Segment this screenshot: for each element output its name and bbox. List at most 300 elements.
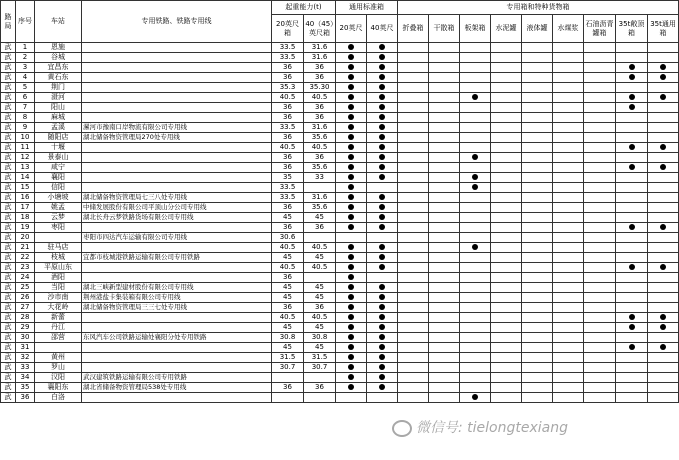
cap40-cell: 30.7 bbox=[304, 363, 336, 373]
special-cell bbox=[553, 73, 584, 83]
special-cell bbox=[491, 163, 522, 173]
special-cell bbox=[584, 233, 616, 243]
line-cell bbox=[82, 223, 272, 233]
dot-icon bbox=[348, 104, 354, 110]
line-cell: 枣阳市四达汽车运输有限公司专用线 bbox=[82, 233, 272, 243]
special-cell bbox=[522, 283, 553, 293]
special-cell bbox=[648, 183, 679, 193]
seq-cell: 2 bbox=[16, 53, 35, 63]
cap20-cell: 35.3 bbox=[272, 83, 304, 93]
std20-cell bbox=[336, 343, 367, 353]
std40-cell bbox=[367, 63, 398, 73]
seq-cell: 19 bbox=[16, 223, 35, 233]
special-cell bbox=[616, 243, 648, 253]
dot-icon bbox=[379, 214, 385, 220]
special-cell bbox=[522, 383, 553, 393]
station-cell: 姚孟 bbox=[35, 203, 82, 213]
special-cell bbox=[648, 203, 679, 213]
seq-cell: 35 bbox=[16, 383, 35, 393]
cap20-cell: 33.5 bbox=[272, 53, 304, 63]
special-cell bbox=[460, 113, 491, 123]
special-cell bbox=[398, 183, 429, 193]
dot-icon bbox=[660, 74, 666, 80]
special-cell bbox=[553, 163, 584, 173]
dot-icon bbox=[348, 254, 354, 260]
cap40-cell: 36 bbox=[304, 63, 336, 73]
special-cell bbox=[553, 63, 584, 73]
cap40-cell bbox=[304, 183, 336, 193]
special-cell bbox=[553, 183, 584, 193]
header-cement: 水泥罐 bbox=[491, 15, 522, 43]
special-cell bbox=[460, 103, 491, 113]
std20-cell bbox=[336, 173, 367, 183]
cap40-cell: 36 bbox=[304, 113, 336, 123]
special-cell bbox=[648, 233, 679, 243]
special-cell bbox=[522, 363, 553, 373]
station-cell: 罗山 bbox=[35, 363, 82, 373]
special-cell bbox=[491, 53, 522, 63]
std40-cell bbox=[367, 333, 398, 343]
special-cell bbox=[553, 373, 584, 383]
cap40-cell: 31.6 bbox=[304, 43, 336, 53]
station-cell bbox=[35, 233, 82, 243]
std20-cell bbox=[336, 53, 367, 63]
std20-cell bbox=[336, 63, 367, 73]
special-cell bbox=[429, 233, 460, 243]
special-cell bbox=[491, 393, 522, 403]
special-cell bbox=[491, 83, 522, 93]
special-cell bbox=[460, 53, 491, 63]
std20-cell bbox=[336, 233, 367, 243]
std40-cell bbox=[367, 213, 398, 223]
header-cap20: 20英尺箱 bbox=[272, 15, 304, 43]
dot-icon bbox=[348, 174, 354, 180]
seq-cell: 29 bbox=[16, 323, 35, 333]
special-cell bbox=[616, 283, 648, 293]
special-cell bbox=[584, 313, 616, 323]
special-cell bbox=[584, 173, 616, 183]
dot-icon bbox=[348, 154, 354, 160]
special-cell bbox=[648, 293, 679, 303]
special-cell bbox=[460, 213, 491, 223]
header-open35: 35t敞顶箱 bbox=[616, 15, 648, 43]
special-cell bbox=[491, 213, 522, 223]
special-cell bbox=[491, 353, 522, 363]
table-row bbox=[1, 313, 679, 323]
dot-icon bbox=[629, 314, 635, 320]
dot-icon bbox=[379, 314, 385, 320]
line-cell bbox=[82, 153, 272, 163]
cap40-cell: 40.5 bbox=[304, 313, 336, 323]
special-cell bbox=[648, 243, 679, 253]
special-cell bbox=[491, 133, 522, 143]
dot-icon bbox=[472, 174, 478, 180]
special-cell bbox=[584, 293, 616, 303]
seq-cell: 31 bbox=[16, 343, 35, 353]
special-cell bbox=[522, 293, 553, 303]
line-cell bbox=[82, 173, 272, 183]
line-cell: 湖北三峡新型建材股份有限公司专用线 bbox=[82, 283, 272, 293]
special-cell bbox=[491, 183, 522, 193]
bureau-cell: 武 bbox=[1, 323, 16, 333]
special-cell bbox=[491, 333, 522, 343]
special-cell bbox=[491, 363, 522, 373]
dot-icon bbox=[348, 84, 354, 90]
special-cell bbox=[616, 273, 648, 283]
special-cell bbox=[616, 203, 648, 213]
special-cell bbox=[491, 373, 522, 383]
cap20-cell: 36 bbox=[272, 133, 304, 143]
special-cell bbox=[398, 203, 429, 213]
bureau-cell: 武 bbox=[1, 143, 16, 153]
seq-cell: 8 bbox=[16, 113, 35, 123]
std20-cell bbox=[336, 283, 367, 293]
std20-cell bbox=[336, 273, 367, 283]
special-cell bbox=[616, 113, 648, 123]
dot-icon bbox=[379, 324, 385, 330]
special-cell bbox=[616, 323, 648, 333]
dot-icon bbox=[472, 154, 478, 160]
std40-cell bbox=[367, 143, 398, 153]
dot-icon bbox=[379, 244, 385, 250]
dot-icon bbox=[660, 264, 666, 270]
cap40-cell bbox=[304, 393, 336, 403]
dot-icon bbox=[379, 124, 385, 130]
special-cell bbox=[616, 253, 648, 263]
seq-cell: 9 bbox=[16, 123, 35, 133]
bureau-cell: 武 bbox=[1, 83, 16, 93]
line-cell bbox=[82, 93, 272, 103]
special-cell bbox=[491, 283, 522, 293]
special-cell bbox=[616, 373, 648, 383]
special-cell bbox=[648, 303, 679, 313]
special-cell bbox=[553, 333, 584, 343]
header-gen35: 35t通用箱 bbox=[648, 15, 679, 43]
table-row bbox=[1, 253, 679, 263]
dot-icon bbox=[379, 164, 385, 170]
dot-icon bbox=[660, 344, 666, 350]
special-cell bbox=[398, 393, 429, 403]
std40-cell bbox=[367, 353, 398, 363]
special-cell bbox=[429, 103, 460, 113]
station-cell: 邵营 bbox=[35, 333, 82, 343]
table-row bbox=[1, 183, 679, 193]
special-cell bbox=[398, 73, 429, 83]
seq-cell: 18 bbox=[16, 213, 35, 223]
bureau-cell: 武 bbox=[1, 183, 16, 193]
special-cell bbox=[648, 223, 679, 233]
line-cell bbox=[82, 353, 272, 363]
special-cell bbox=[522, 63, 553, 73]
header-special-box: 专用箱和特种货物箱 bbox=[398, 1, 679, 15]
cap20-cell: 36 bbox=[272, 303, 304, 313]
station-cell: 白洛 bbox=[35, 393, 82, 403]
cap40-cell: 33 bbox=[304, 173, 336, 183]
table-row bbox=[1, 373, 679, 383]
special-cell bbox=[553, 253, 584, 263]
special-cell bbox=[616, 393, 648, 403]
special-cell bbox=[648, 173, 679, 183]
cap20-cell: 45 bbox=[272, 343, 304, 353]
dot-icon bbox=[379, 154, 385, 160]
special-cell bbox=[648, 253, 679, 263]
dot-icon bbox=[348, 194, 354, 200]
line-cell bbox=[82, 273, 272, 283]
special-cell bbox=[491, 323, 522, 333]
dot-icon bbox=[348, 204, 354, 210]
station-cell: 酒阳 bbox=[35, 273, 82, 283]
std40-cell bbox=[367, 83, 398, 93]
special-cell bbox=[460, 373, 491, 383]
dot-icon bbox=[629, 94, 635, 100]
cap40-cell: 45 bbox=[304, 343, 336, 353]
special-cell bbox=[460, 303, 491, 313]
dot-icon bbox=[348, 324, 354, 330]
special-cell bbox=[553, 313, 584, 323]
cap20-cell: 30.6 bbox=[272, 233, 304, 243]
cap40-cell: 40.5 bbox=[304, 243, 336, 253]
special-cell bbox=[460, 343, 491, 353]
std40-cell bbox=[367, 283, 398, 293]
special-cell bbox=[491, 263, 522, 273]
dot-icon bbox=[379, 64, 385, 70]
dot-icon bbox=[379, 374, 385, 380]
special-cell bbox=[460, 83, 491, 93]
cap20-cell: 45 bbox=[272, 253, 304, 263]
bureau-cell: 武 bbox=[1, 353, 16, 363]
dot-icon bbox=[379, 134, 385, 140]
std40-cell bbox=[367, 173, 398, 183]
special-cell bbox=[648, 143, 679, 153]
std40-cell bbox=[367, 393, 398, 403]
special-cell bbox=[522, 253, 553, 263]
std20-cell bbox=[336, 103, 367, 113]
line-cell: 荆州港盐卡集装箱有限公司专用线 bbox=[82, 293, 272, 303]
special-cell bbox=[616, 263, 648, 273]
special-cell bbox=[491, 343, 522, 353]
special-cell bbox=[616, 363, 648, 373]
special-cell bbox=[398, 313, 429, 323]
special-cell bbox=[584, 163, 616, 173]
line-cell: 漯河市豫南口岸物流有限公司专用线 bbox=[82, 123, 272, 133]
special-cell bbox=[429, 373, 460, 383]
special-cell bbox=[616, 103, 648, 113]
table-row bbox=[1, 83, 679, 93]
std20-cell bbox=[336, 93, 367, 103]
special-cell bbox=[398, 43, 429, 53]
special-cell bbox=[491, 203, 522, 213]
station-cell: 谷城 bbox=[35, 53, 82, 63]
special-cell bbox=[522, 243, 553, 253]
special-cell bbox=[429, 113, 460, 123]
seq-cell: 36 bbox=[16, 393, 35, 403]
special-cell bbox=[584, 213, 616, 223]
special-cell bbox=[616, 173, 648, 183]
special-cell bbox=[522, 183, 553, 193]
cap20-cell: 36 bbox=[272, 103, 304, 113]
special-cell bbox=[460, 283, 491, 293]
std40-cell bbox=[367, 383, 398, 393]
cap40-cell: 31.6 bbox=[304, 53, 336, 63]
station-cell: 云梦 bbox=[35, 213, 82, 223]
bureau-cell: 武 bbox=[1, 293, 16, 303]
std20-cell bbox=[336, 163, 367, 173]
table-row bbox=[1, 163, 679, 173]
line-cell bbox=[82, 143, 272, 153]
std20-cell bbox=[336, 143, 367, 153]
special-cell bbox=[616, 343, 648, 353]
dot-icon bbox=[660, 144, 666, 150]
special-cell bbox=[616, 213, 648, 223]
special-cell bbox=[584, 73, 616, 83]
special-cell bbox=[429, 203, 460, 213]
station-cell: 十堰 bbox=[35, 143, 82, 153]
std40-cell bbox=[367, 123, 398, 133]
dot-icon bbox=[472, 94, 478, 100]
special-cell bbox=[491, 173, 522, 183]
dot-icon bbox=[348, 134, 354, 140]
station-cell: 黄石东 bbox=[35, 73, 82, 83]
cap40-cell: 36 bbox=[304, 223, 336, 233]
special-cell bbox=[584, 243, 616, 253]
special-cell bbox=[648, 353, 679, 363]
special-cell bbox=[460, 63, 491, 73]
dot-icon bbox=[348, 244, 354, 250]
special-cell bbox=[522, 83, 553, 93]
special-cell bbox=[584, 203, 616, 213]
station-cell: 驻马店 bbox=[35, 243, 82, 253]
special-cell bbox=[398, 293, 429, 303]
dot-icon bbox=[348, 294, 354, 300]
special-cell bbox=[616, 303, 648, 313]
cap40-cell: 36 bbox=[304, 103, 336, 113]
special-cell bbox=[429, 243, 460, 253]
special-cell bbox=[584, 133, 616, 143]
special-cell bbox=[584, 363, 616, 373]
std40-cell bbox=[367, 263, 398, 273]
station-cell: 当阳 bbox=[35, 283, 82, 293]
bureau-cell: 武 bbox=[1, 133, 16, 143]
seq-cell: 33 bbox=[16, 363, 35, 373]
special-cell bbox=[584, 113, 616, 123]
bureau-cell: 武 bbox=[1, 103, 16, 113]
special-cell bbox=[491, 143, 522, 153]
cap40-cell: 40.5 bbox=[304, 263, 336, 273]
cap20-cell: 36 bbox=[272, 273, 304, 283]
table-row bbox=[1, 193, 679, 203]
special-cell bbox=[429, 253, 460, 263]
header-plate: 板架箱 bbox=[460, 15, 491, 43]
std40-cell bbox=[367, 223, 398, 233]
dot-icon bbox=[348, 344, 354, 350]
station-cell: 沙市南 bbox=[35, 293, 82, 303]
std40-cell bbox=[367, 313, 398, 323]
special-cell bbox=[429, 163, 460, 173]
special-cell bbox=[429, 63, 460, 73]
special-cell bbox=[584, 63, 616, 73]
bureau-cell: 武 bbox=[1, 73, 16, 83]
special-cell bbox=[491, 273, 522, 283]
special-cell bbox=[460, 173, 491, 183]
special-cell bbox=[553, 273, 584, 283]
special-cell bbox=[616, 43, 648, 53]
special-cell bbox=[616, 193, 648, 203]
cap40-cell: 36 bbox=[304, 303, 336, 313]
special-cell bbox=[429, 213, 460, 223]
dot-icon bbox=[348, 74, 354, 80]
std20-cell bbox=[336, 333, 367, 343]
dot-icon bbox=[348, 264, 354, 270]
header-line: 专用铁路、铁路专用线 bbox=[82, 1, 272, 43]
std20-cell bbox=[336, 153, 367, 163]
std40-cell bbox=[367, 73, 398, 83]
special-cell bbox=[616, 83, 648, 93]
special-cell bbox=[616, 163, 648, 173]
special-cell bbox=[553, 193, 584, 203]
cap20-cell: 40.5 bbox=[272, 313, 304, 323]
cap20-cell: 40.5 bbox=[272, 263, 304, 273]
special-cell bbox=[553, 133, 584, 143]
seq-cell: 32 bbox=[16, 353, 35, 363]
seq-cell: 23 bbox=[16, 263, 35, 273]
dot-icon bbox=[629, 224, 635, 230]
cap20-cell: 36 bbox=[272, 153, 304, 163]
special-cell bbox=[398, 343, 429, 353]
table-row bbox=[1, 43, 679, 53]
station-cell: 襄阳东 bbox=[35, 383, 82, 393]
cap20-cell: 40.5 bbox=[272, 93, 304, 103]
special-cell bbox=[460, 363, 491, 373]
special-cell bbox=[491, 253, 522, 263]
seq-cell: 28 bbox=[16, 313, 35, 323]
special-cell bbox=[398, 63, 429, 73]
special-cell bbox=[616, 93, 648, 103]
special-cell bbox=[553, 83, 584, 93]
special-cell bbox=[522, 73, 553, 83]
dot-icon bbox=[379, 334, 385, 340]
special-cell bbox=[553, 103, 584, 113]
std20-cell bbox=[336, 123, 367, 133]
special-cell bbox=[584, 343, 616, 353]
special-cell bbox=[584, 83, 616, 93]
table-row bbox=[1, 173, 679, 183]
std20-cell bbox=[336, 193, 367, 203]
dot-icon bbox=[379, 304, 385, 310]
special-cell bbox=[398, 243, 429, 253]
special-cell bbox=[522, 223, 553, 233]
dot-icon bbox=[660, 324, 666, 330]
table-row bbox=[1, 203, 679, 213]
special-cell bbox=[522, 123, 553, 133]
special-cell bbox=[522, 143, 553, 153]
special-cell bbox=[398, 323, 429, 333]
special-cell bbox=[398, 83, 429, 93]
special-cell bbox=[460, 143, 491, 153]
special-cell bbox=[429, 273, 460, 283]
special-cell bbox=[398, 103, 429, 113]
special-cell bbox=[398, 123, 429, 133]
special-cell bbox=[429, 333, 460, 343]
dot-icon bbox=[348, 304, 354, 310]
dot-icon bbox=[379, 204, 385, 210]
dot-icon bbox=[629, 104, 635, 110]
special-cell bbox=[460, 93, 491, 103]
std40-cell bbox=[367, 53, 398, 63]
special-cell bbox=[398, 233, 429, 243]
special-cell bbox=[398, 213, 429, 223]
special-cell bbox=[648, 73, 679, 83]
special-cell bbox=[398, 303, 429, 313]
